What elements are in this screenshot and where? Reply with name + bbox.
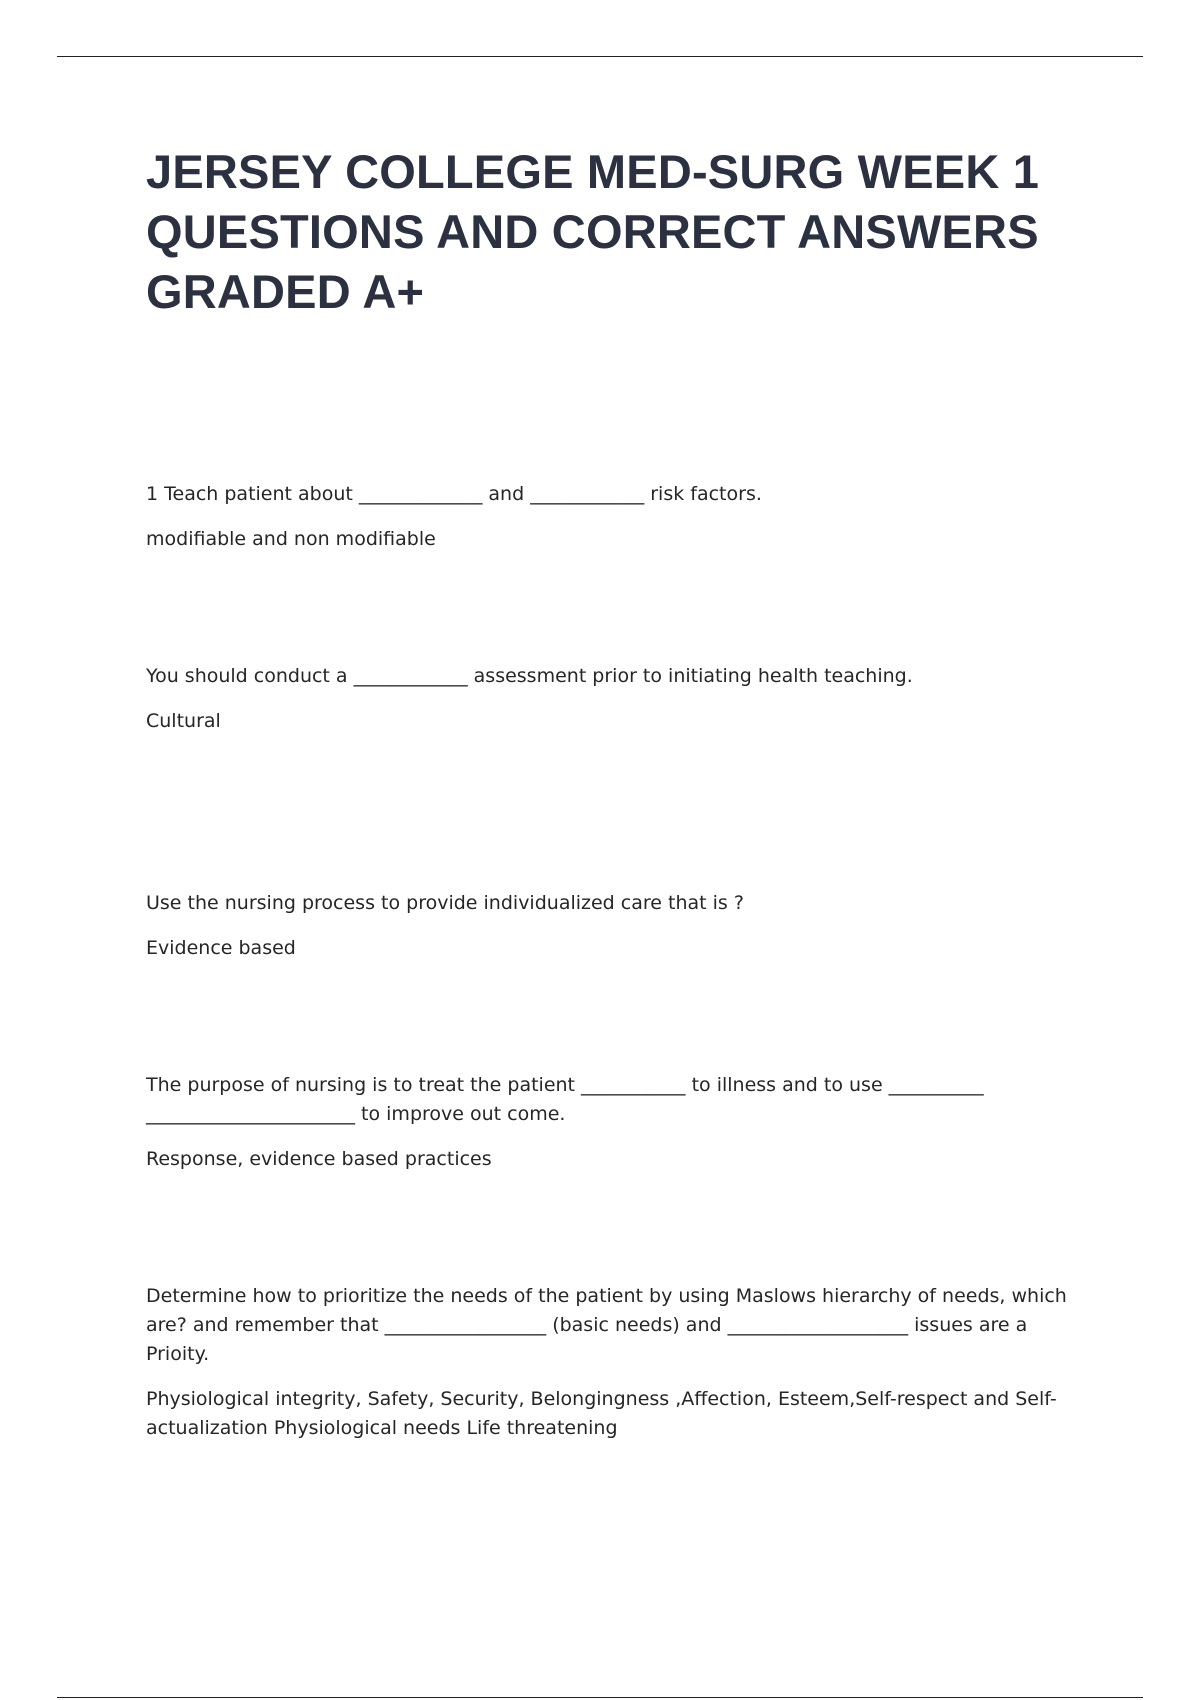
question-text: 1 Teach patient about _____________ and ____________ risk factors. (146, 483, 762, 505)
footer-rule (57, 1697, 1143, 1698)
document-title: JERSEY COLLEGE MED-SURG WEEK 1 QUESTIONS AND CORRECT ANSWERS GRADED A+ (146, 145, 1040, 318)
answer-text: Physiological integrity, Safety, Security, Belongingness ,Affection, Esteem,Self-respect and Self-actualization Physiological needs Life threatening (146, 1388, 1057, 1439)
qa-item (146, 1071, 1086, 1174)
answer-text: modifiable and non modifiable (146, 528, 436, 550)
question-text: The purpose of nursing is to treat the patient ___________ to illness and to use __________ ______________________ to improve out come. (146, 1074, 990, 1125)
qa-item (146, 889, 1086, 963)
question-text: Determine how to prioritize the needs of the patient by using Maslows hierarchy of needs, which are? and remember that _________________ (basic needs) and ___________________ issues are a Prioity. (146, 1285, 1073, 1365)
answer-text: Evidence based (146, 937, 296, 959)
answer-text: Cultural (146, 710, 221, 732)
question-text: Use the nursing process to provide individualized care that is ? (146, 892, 744, 914)
qa-item (146, 480, 1086, 554)
answer-text: Response, evidence based practices (146, 1148, 492, 1170)
header-rule (57, 56, 1143, 57)
qa-item (146, 1282, 1086, 1443)
question-text: You should conduct a ____________ assessment prior to initiating health teaching. (146, 665, 913, 687)
qa-item (146, 662, 1086, 736)
